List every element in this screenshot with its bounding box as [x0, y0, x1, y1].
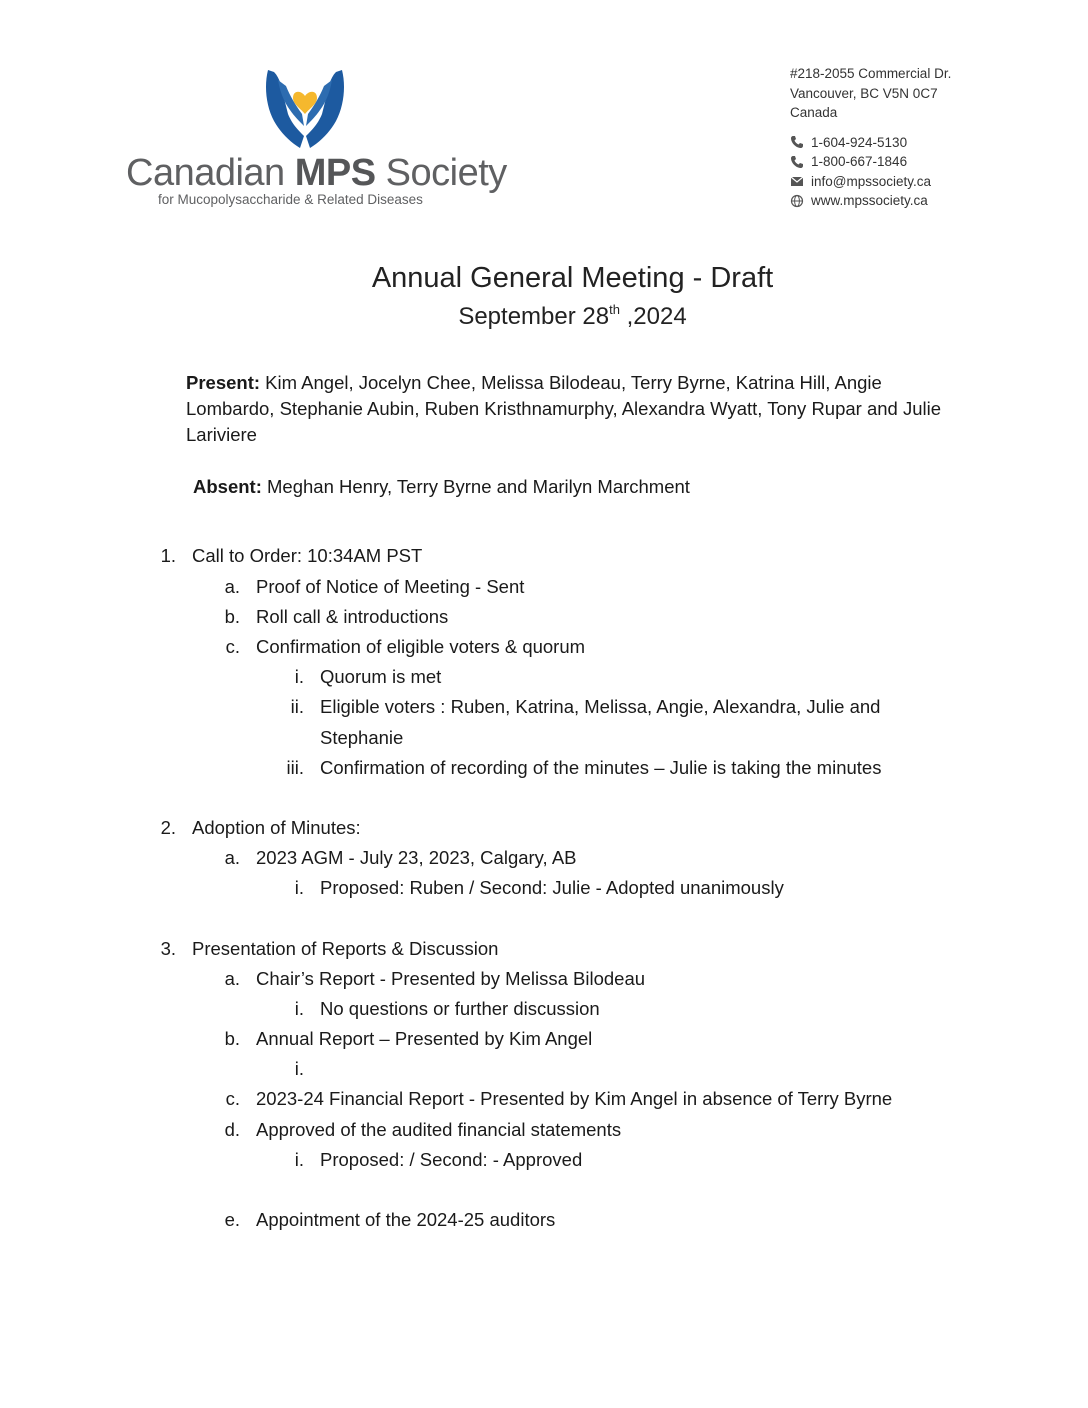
list-item-continuation: Stephanie — [320, 727, 404, 748]
list-marker: 1. — [160, 545, 176, 566]
list-marker: i. — [294, 666, 304, 687]
list-item: No questions or further discussion — [320, 998, 600, 1019]
list-marker: i. — [294, 1149, 304, 1170]
list-item: Chair’s Report - Presented by Melissa Bilodeau — [256, 968, 646, 989]
document-title: Annual General Meeting - Draft — [371, 262, 774, 294]
list-item: Confirmation of eligible voters & quorum — [256, 636, 586, 657]
list-marker: c. — [225, 636, 240, 657]
email-link[interactable]: info@mpssociety.ca — [811, 173, 931, 189]
list-item: Roll call & introductions — [256, 606, 449, 627]
absent-names: Meghan Henry, Terry Byrne and Marilyn Marchment — [261, 476, 690, 497]
address-line: Vancouver, BC V5N 0C7 — [790, 85, 938, 101]
list-item: 2023-24 Financial Report - Presented by Kim Angel in absence of Terry Byrne — [256, 1088, 893, 1109]
list-marker: ii. — [290, 696, 304, 717]
website-link[interactable]: www.mpssociety.ca — [811, 193, 928, 208]
list-marker: a. — [224, 968, 240, 989]
list-item: Call to Order: 10:34AM PST — [192, 545, 423, 566]
list-marker: a. — [224, 847, 240, 868]
list-marker: c. — [225, 1088, 240, 1109]
absent-label: Absent: — [193, 476, 262, 497]
address-line: Canada — [790, 105, 838, 120]
list-marker: b. — [224, 606, 240, 627]
list-marker: 2. — [160, 817, 176, 838]
list-item: Confirmation of recording of the minutes – Julie is taking the minutes — [320, 757, 882, 778]
list-marker: i. — [294, 998, 304, 1019]
list-item: Adoption of Minutes: — [192, 817, 361, 838]
list-marker: d. — [224, 1119, 240, 1140]
list-item: Quorum is met — [320, 666, 442, 687]
present-label: Present: — [186, 372, 261, 393]
list-item: Approved of the audited financial statements — [256, 1119, 622, 1140]
list-marker: i. — [294, 1058, 304, 1079]
list-item: Proposed: / Second: - Approved — [320, 1149, 583, 1170]
list-marker: iii. — [286, 757, 304, 778]
list-item: Eligible voters : Ruben, Katrina, Melissa, Angie, Alexandra, Julie and — [320, 696, 881, 717]
org-subtitle: for Mucopolysaccharide & Related Diseases — [158, 192, 423, 207]
meeting-date: September 28th ,2024 — [458, 302, 687, 330]
list-marker: e. — [224, 1209, 240, 1230]
list-item: Annual Report – Presented by Kim Angel — [256, 1028, 593, 1049]
org-name: Canadian MPS Society — [126, 152, 507, 194]
list-item: Proof of Notice of Meeting - Sent — [256, 576, 525, 597]
list-item: 2023 AGM - July 23, 2023, Calgary, AB — [256, 847, 577, 868]
list-marker: i. — [294, 877, 304, 898]
phone-number[interactable]: 1-800-667-1846 — [811, 154, 908, 169]
list-item: Proposed: Ruben / Second: Julie - Adopted unanimously — [320, 877, 784, 898]
list-item: Presentation of Reports & Discussion — [192, 938, 499, 959]
phone-number[interactable]: 1-604-924-5130 — [811, 134, 908, 150]
list-marker: b. — [224, 1028, 240, 1049]
address-line: #218-2055 Commercial Dr. — [790, 66, 952, 81]
list-item: Appointment of the 2024-25 auditors — [256, 1209, 556, 1230]
present-names: Kim Angel, Jocelyn Chee, Melissa Bilodeau, Terry Byrne, Katrina Hill, Angie Lombardo, Stephanie Aubin, Ruben Kristhnamurphy, Alexandra Wyatt, Tony Rupar and Julie Lariviere — [186, 372, 942, 445]
list-marker: a. — [224, 576, 240, 597]
list-marker: 3. — [160, 938, 176, 959]
